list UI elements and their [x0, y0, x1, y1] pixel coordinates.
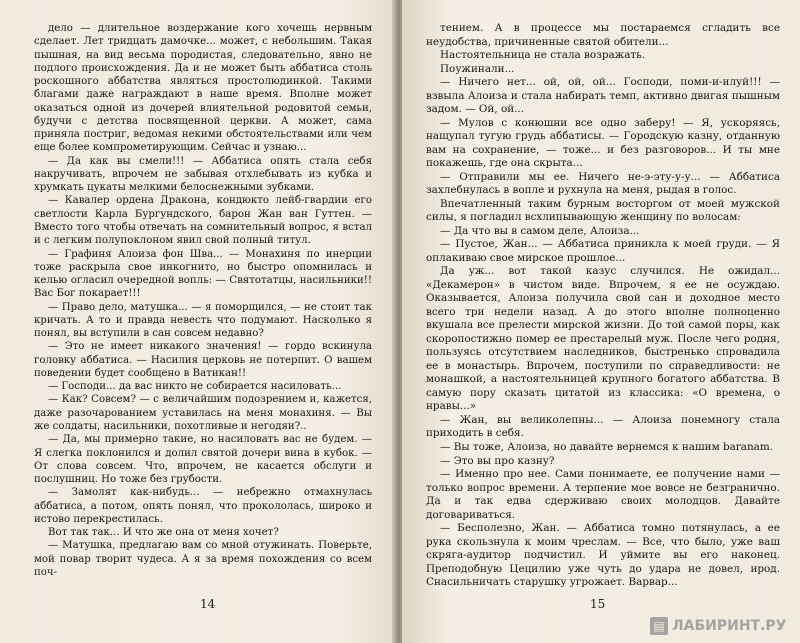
paragraph: — Да, мы примерно такие, но насиловать вас не будем. — Я слегка поклонился и долил святой дочери вина в кубок. — От слова совсем. Что, впрочем, не касается обслуги и послушниц. Но тоже без грубости. — [34, 434, 372, 486]
paragraph: — Это не имеет никакого значения! — гордо вскинула головку аббатиса. — Насилия церковь не потерпит. О вашем поведении будет сообщено в Ватикан!! — [34, 341, 372, 379]
watermark — [650, 614, 796, 638]
paragraph: Настоятельница не стала возражать. — [440, 49, 646, 62]
watermark-text: ЛАБИРИНТ.РУ — [672, 618, 787, 634]
left-page — [0, 0, 396, 643]
paragraph: Да уж... вот такой казус случился. Не ожидал... «Декамерон» в чистом виде. Впрочем, я ее не осуждаю. Оказывается, Алоиза получила свой сан и доходное место всего три недели назад. А до этого вполне полноценно вкушала все прелести мирской жизни. До той самой поры, как скоропостижно помер ее престарелый муж. После чего родня, пользуясь отсутствием наследников, быстренько спровадила ее в монастырь. Впрочем, поступили по справедливости: не монашкой, а настоятельницей крупного богатого аббатства. В самую пору сказать цитатой из классика: «О времена, о нравы...» — [426, 265, 780, 413]
paragraph: — Замолят как-нибудь... — небрежно отмахнулась аббатиса, а потом, опять понял, что прокололась, широко и истово перекрестилась. — [34, 487, 372, 525]
paragraph: — Мулов с конюшни все одно заберу! — Я, ускоряясь, нащупал тугую грудь аббатисы. — Городскую казну, отданную вам на сохранение, — тоже... и без разговоров... И ты мне покажешь, где она скрыта... — [426, 116, 780, 170]
paragraph: — Пустое, Жан... — Аббатиса приникла к моей груди. — Я оплакиваю свое мирское прошлое... — [426, 238, 780, 264]
paragraph: Поужинали... — [440, 62, 515, 75]
paragraph: — Графиня Алоиза фон Шва... — Монахиня по инерции тоже раскрыла свое инкогнито, но быстро опомнилась и келью огласил очередной вопль: — Святотатцы, насильники!! Вас Бог покарает!!! — [34, 248, 372, 300]
paragraph: — Вы тоже, Алоиза, но давайте вернемся к нашим baranam. — [440, 440, 774, 453]
paragraph: — Право дело, матушка... — я поморщился, — не стоит так кричать. А то и правда невесть что подумают. Насколько я понял, вы вступили в сан совсем недавно? — [34, 301, 372, 340]
paragraph: — Жан, вы великолепны... — Алоиза понемногу стала приходить в себя. — [426, 413, 780, 440]
paragraph: — Матушка, предлагаю вам со мной отужинать. Поверьте, мой повар творит чудеса. А я за время похождения со всем поч- — [34, 540, 372, 578]
paragraph: Вот так так... И что же она от меня хочет? — [48, 527, 279, 539]
paragraph: — Бесполезно, Жан. — Аббатиса томно потянулась, а ее рука скользнула к моим чреслам. — Все, что было, уже ваш скряга-аудитор подчистил. И уймите вы его наконец. Преподобную Цецилию уже чуть до удара не довел, ирод. Снасильничать старушку угрожает. Варвар... — [426, 522, 780, 589]
left-page-number: 14 — [200, 597, 216, 611]
paragraph: — Господи... да вас никто не собирается насиловать... — [48, 381, 342, 393]
paragraph: — Именно про нее. Сами понимаете, ее получение нами — только вопрос времени. А терпение мое вовсе не безгранично. Да и так едва сдерживаю своих молодцов. Давайте договариваться. — [426, 468, 780, 521]
paragraph: — Да как вы смели!!! — Аббатиса опять стала себя накручивать, впрочем не забывая отхлебывать из кубка и хрумкать цукаты мелкими белоснежными зубками. — [34, 155, 372, 194]
book-icon: ▤ — [650, 617, 668, 635]
paragraph: — Кавалер ордена Дракона, кондюкто лейб-гвардии его светлости Карла Бургундского, барон Жан ван Гуттен. — Вместо того чтобы отвечать на сомнительный вопрос, я встал и с легким полупоклоном явил свой полный титул. — [34, 195, 372, 247]
paragraph: — Это вы про казну? — [440, 454, 555, 467]
paragraph: тением. А в процессе мы постараемся сгладить все неудобства, причиненные святой обители... — [426, 22, 780, 48]
paragraph: — Отправили мы ее. Ничего не-э-эту-у-у... — Аббатиса захлебнулась в вопле и рухнула на меня, рыдая в голос. — [426, 170, 780, 197]
paragraph: — Да что вы в самом деле, Алоиза... — [440, 224, 640, 237]
paragraph: — Как? Совсем? — с величайшим подозрением и, кажется, даже разочарованием уставилась на меня монахиня. — Вы же солдаты, насильники, похотливые и негодяи?.. — [34, 394, 372, 432]
paragraph: дело — длительное воздержание кого хочешь нервным сделает. Лет тридцать дамочке... может, с небольшим. Такая пышная, на вид весьма породистая, следовательно, явно не подлого происхождения. Да и не может быть аббатиса столь роскошного аббатства являться простолюдинкой. Такими благами даже награждают в наше время. Вполне может оказаться одной из дочерей влиятельной родовитой семьи, будучи с детства посвященной церкви. А может, сама приняла постриг, ведомая некими обстоятельствами или чем еще более компрометирующим. Сейчас и узнаю... — [34, 23, 372, 154]
paragraph: — Ничего нет... ой, ой, ой... Господи, поми-и-илуй!!! — взвыла Алоиза и стала набирать темп, активно двигая пышным задом. — Ой, ой... — [426, 76, 780, 116]
paragraph: Впечатленный таким бурным восторгом от моей мужской силы, я погладил всхлипывающую женщину по волосам: — [426, 197, 780, 224]
right-page-text — [426, 22, 780, 590]
right-page — [402, 0, 800, 643]
right-page-number: 15 — [590, 597, 606, 611]
left-page-text — [34, 22, 372, 579]
